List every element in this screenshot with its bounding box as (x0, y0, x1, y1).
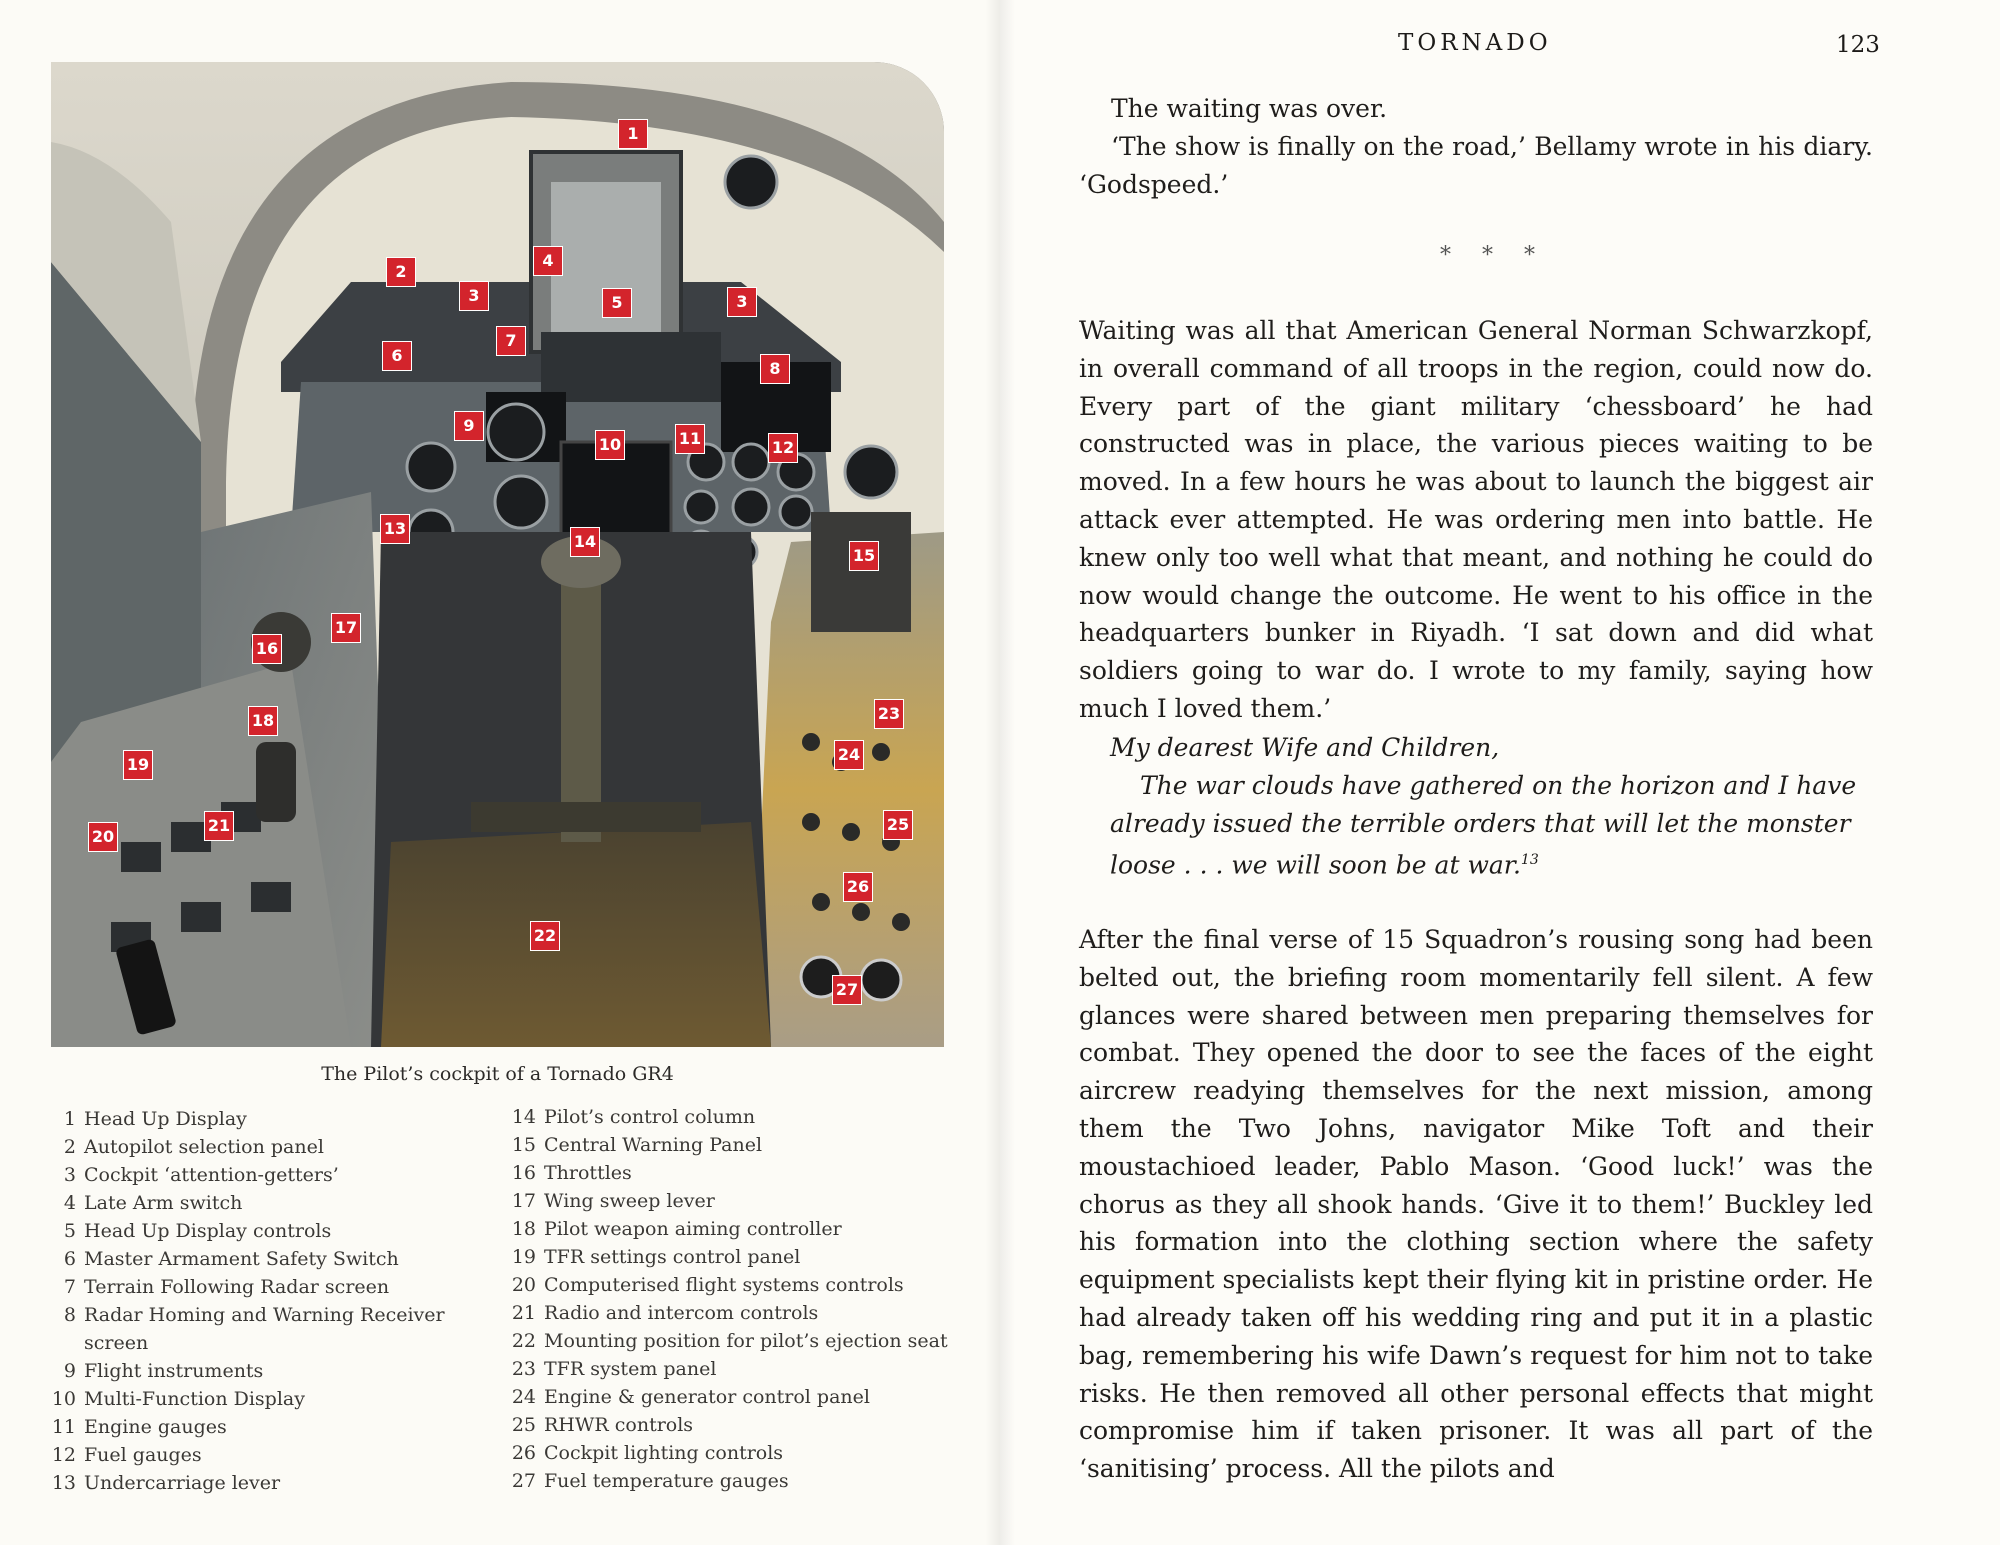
callout-2: 2 (386, 257, 416, 287)
letter-quote (1110, 729, 1870, 885)
legend-item: 12 Fuel gauges (51, 1444, 202, 1466)
callout-9: 9 (454, 411, 484, 441)
legend-item: 27 Fuel temperature gauges (511, 1470, 789, 1492)
legend-item: 18 Pilot weapon aiming controller (511, 1218, 842, 1240)
running-head: TORNADO (1398, 30, 1552, 56)
squadron-paragraph (1079, 921, 1873, 1488)
schwarzkopf-paragraph (1079, 312, 1873, 728)
callout-17: 17 (331, 613, 361, 643)
page-number: 123 (1836, 32, 1880, 58)
opening-paragraphs (1079, 90, 1873, 203)
legend-right (508, 1103, 948, 1495)
legend-item: 2 Autopilot selection panel (63, 1136, 324, 1158)
legend-item: 10 Multi-Function Display (51, 1388, 305, 1410)
legend-item: 21 Radio and intercom controls (511, 1302, 819, 1324)
legend-item: 9 Flight instruments (63, 1360, 264, 1382)
callout-26: 26 (843, 872, 873, 902)
callout-19: 19 (123, 750, 153, 780)
legend-item: 7 Terrain Following Radar screen (63, 1276, 390, 1298)
paragraph: ‘The show is finally on the road,’ Bellamy wrote in his diary. ‘Godspeed.’ (1079, 131, 1873, 199)
legend-item: 16 Throttles (511, 1162, 632, 1184)
callout-16: 16 (252, 634, 282, 664)
paragraph: Waiting was all that American General Norman Schwarzkopf, in overall command of all troops in the region, could now do. Every part of the giant military ‘chessboard’ he had constructed was in place, the various pieces waiting to be moved. In a few hours he was about to launch the biggest air attack ever attempted. He was ordering men into battle. He knew only too well what that meant, and nothing he could do now would change the outcome. He went to his office in the headquarters bunker in Riyadh. ‘I sat down and did what soldiers going to war do. I wrote to my family, saying how much I loved them.’ (1079, 316, 1873, 723)
legend-item: 17 Wing sweep lever (511, 1190, 715, 1212)
legend-item: 11 Engine gauges (51, 1416, 227, 1438)
cockpit-illustration (51, 62, 944, 1047)
callout-13: 13 (380, 514, 410, 544)
legend-item: 8 Radar Homing and Warning Receiver (63, 1304, 445, 1326)
callout-3-left: 3 (459, 281, 489, 311)
callout-4: 4 (533, 246, 563, 276)
legend-item: 19 TFR settings control panel (511, 1246, 801, 1268)
paragraph: After the final verse of 15 Squadron’s rousing song had been belted out, the briefing room momentarily fell silent. A few glances were shared between men preparing themselves for combat. They opened the door to see the faces of the eight aircrew readying themselves for the next mission, among them the Two Johns, navigator Mike Toft and their moustachioed leader, Pablo Mason. ‘Good luck!’ was the chorus as they all shook hands. ‘Give it to them!’ Buckley led his formation into the clothing section where the safety equipment specialists kept their flying kit in pristine order. He had already taken off his wedding ring and put it in a plastic bag, remembering his wife Dawn’s request for him not to take risks. He then removed all other personal effects that might compromise him if taken prisoner. It was all part of the ‘sanitising’ process. All the pilots and (1079, 925, 1873, 1484)
legend-item: 24 Engine & generator control panel (511, 1386, 870, 1408)
legend-item: 1 Head Up Display (63, 1108, 247, 1130)
letter-salutation: My dearest Wife and Children, (1110, 733, 1500, 762)
callout-15: 15 (849, 541, 879, 571)
legend-item: 23 TFR system panel (511, 1358, 717, 1380)
callout-6: 6 (382, 341, 412, 371)
section-separator: * * * (1440, 243, 1547, 268)
legend-item: 15 Central Warning Panel (511, 1134, 763, 1156)
footnote-marker: 13 (1520, 852, 1539, 869)
legend-item: 14 Pilot’s control column (511, 1106, 756, 1128)
callout-5: 5 (602, 288, 632, 318)
legend-item: 25 RHWR controls (511, 1414, 694, 1436)
book-gutter (985, 0, 1015, 1545)
legend-item: 13 Undercarriage lever (51, 1472, 281, 1494)
callout-24: 24 (834, 740, 864, 770)
paragraph: The waiting was over. (1111, 94, 1388, 123)
legend-item: 3 Cockpit ‘attention-getters’ (63, 1164, 339, 1186)
legend-left (48, 1105, 445, 1497)
legend-item: 20 Computerised flight systems controls (511, 1274, 904, 1296)
legend-item: 4 Late Arm switch (63, 1192, 243, 1214)
figure-caption: The Pilot’s cockpit of a Tornado GR4 (321, 1063, 674, 1085)
callout-22: 22 (530, 921, 560, 951)
legend-item: 22 Mounting position for pilot’s ejection seat (511, 1330, 948, 1352)
cockpit-photo (51, 62, 944, 1047)
legend-item: 26 Cockpit lighting controls (511, 1442, 784, 1464)
callout-18: 18 (248, 706, 278, 736)
callout-27: 27 (832, 975, 862, 1005)
callout-8: 8 (760, 354, 790, 384)
callout-10: 10 (595, 430, 625, 460)
letter-body: The war clouds have gathered on the horizon and I have already issued the terrible orders that will let the monster loose . . . we will soon be at war.$^{13}$ (1110, 770, 1857, 880)
legend-item: screen (84, 1332, 149, 1354)
callout-20: 20 (88, 822, 118, 852)
callout-14: 14 (570, 527, 600, 557)
callout-11: 11 (675, 424, 705, 454)
legend-item: 5 Head Up Display controls (63, 1220, 332, 1242)
callout-23: 23 (874, 699, 904, 729)
legend-item: 6 Master Armament Safety Switch (63, 1248, 399, 1270)
callout-3-right: 3 (727, 287, 757, 317)
callout-12: 12 (768, 433, 798, 463)
callout-25: 25 (883, 810, 913, 840)
callout-7: 7 (496, 326, 526, 356)
callout-1: 1 (618, 119, 648, 149)
callout-21: 21 (204, 811, 234, 841)
